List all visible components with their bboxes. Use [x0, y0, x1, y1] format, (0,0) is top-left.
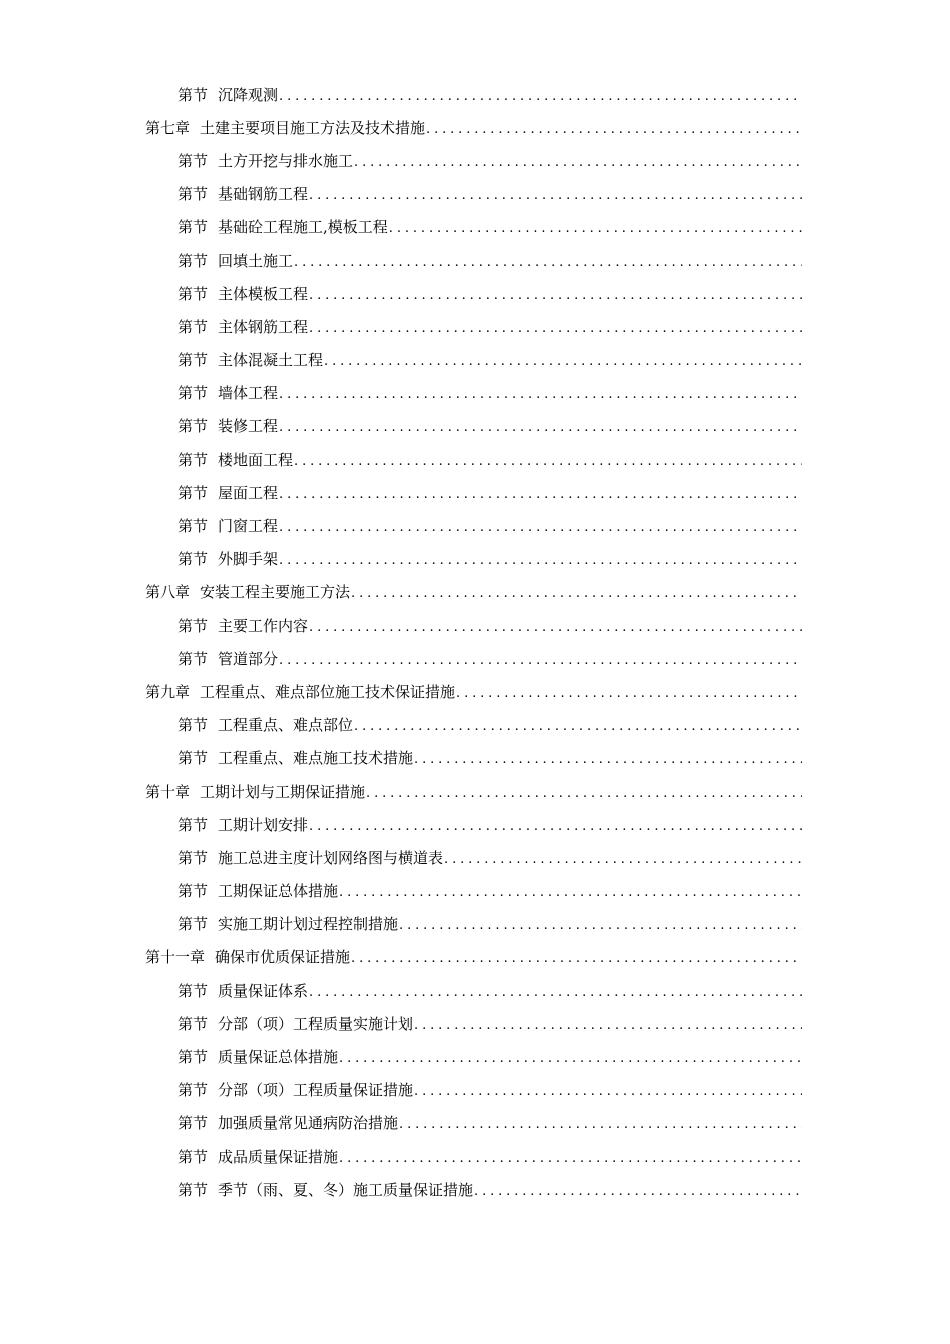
- toc-entry-number: 第节: [178, 151, 209, 170]
- toc-entry-number: 第节: [178, 915, 209, 934]
- toc-entry-title: 季节（雨、夏、冬）施工质量保证措施: [218, 1180, 474, 1199]
- toc-section-entry[interactable]: [0, 875, 950, 908]
- toc-dot-leader: [279, 652, 802, 670]
- table-of-contents: [0, 78, 950, 1206]
- toc-section-entry[interactable]: [0, 841, 950, 874]
- toc-section-entry[interactable]: [0, 410, 950, 443]
- toc-entry-number: 第节: [178, 981, 209, 1000]
- toc-entry-title: 安装工程主要施工方法: [200, 583, 351, 602]
- toc-section-entry[interactable]: [0, 1007, 950, 1040]
- toc-entry-number: 第节: [178, 351, 209, 370]
- toc-entry-title: 实施工期计划过程控制措施: [218, 915, 399, 934]
- toc-section-entry[interactable]: [0, 211, 950, 244]
- toc-entry-number: 第节: [178, 848, 209, 867]
- toc-dot-leader: [309, 287, 802, 305]
- toc-section-entry[interactable]: [0, 509, 950, 542]
- toc-entry-title: 基础砼工程施工,模板工程: [218, 218, 388, 237]
- toc-entry-title: 管道部分: [218, 649, 279, 668]
- toc-dot-leader: [279, 386, 802, 404]
- toc-dot-leader: [426, 121, 802, 139]
- toc-dot-leader: [309, 320, 802, 338]
- toc-entry-number: 第节: [178, 550, 209, 569]
- toc-dot-leader: [279, 88, 802, 106]
- toc-entry-title: 工程重点、难点部位施工技术保证措施: [200, 682, 456, 701]
- toc-section-entry[interactable]: [0, 1107, 950, 1140]
- toc-section-entry[interactable]: [0, 543, 950, 576]
- toc-section-entry[interactable]: [0, 344, 950, 377]
- toc-section-entry[interactable]: [0, 310, 950, 343]
- toc-entry-title: 回填土施工: [218, 251, 294, 270]
- toc-dot-leader: [354, 718, 802, 736]
- toc-entry-title: 主体模板工程: [218, 284, 309, 303]
- toc-entry-title: 工程重点、难点施工技术措施: [218, 749, 414, 768]
- toc-section-entry[interactable]: [0, 78, 950, 111]
- toc-entry-number: 第节: [178, 517, 209, 536]
- toc-section-entry[interactable]: [0, 144, 950, 177]
- toc-entry-number: 第节: [178, 1114, 209, 1133]
- toc-entry-title: 土方开挖与排水施工: [218, 151, 354, 170]
- toc-entry-title: 楼地面工程: [218, 450, 294, 469]
- toc-section-entry[interactable]: [0, 908, 950, 941]
- toc-entry-number: 第节: [178, 483, 209, 502]
- toc-dot-leader: [279, 419, 802, 437]
- toc-chapter-entry[interactable]: [0, 576, 950, 609]
- toc-section-entry[interactable]: [0, 178, 950, 211]
- toc-entry-title: 施工总进主度计划网络图与横道表: [218, 848, 444, 867]
- toc-entry-number: 第节: [178, 417, 209, 436]
- toc-dot-leader: [366, 785, 802, 803]
- toc-dot-leader: [294, 453, 802, 471]
- toc-entry-title: 质量保证总体措施: [218, 1048, 339, 1067]
- toc-dot-leader: [474, 1183, 802, 1201]
- toc-entry-number: 第十章: [145, 782, 191, 801]
- toc-entry-number: 第节: [178, 815, 209, 834]
- toc-entry-number: 第节: [178, 317, 209, 336]
- toc-entry-number: 第节: [178, 384, 209, 403]
- toc-entry-title: 质量保证体系: [218, 981, 309, 1000]
- toc-dot-leader: [414, 1083, 802, 1101]
- toc-dot-leader: [354, 154, 802, 172]
- toc-dot-leader: [279, 552, 802, 570]
- toc-entry-number: 第节: [178, 450, 209, 469]
- toc-dot-leader: [279, 486, 802, 504]
- toc-entry-number: 第节: [178, 1147, 209, 1166]
- toc-dot-leader: [399, 917, 802, 935]
- toc-entry-title: 门窗工程: [218, 517, 279, 536]
- toc-dot-leader: [309, 187, 802, 205]
- toc-dot-leader: [351, 585, 802, 603]
- toc-entry-title: 主体混凝土工程: [218, 351, 324, 370]
- toc-dot-leader: [389, 220, 802, 238]
- toc-entry-title: 工期保证总体措施: [218, 882, 339, 901]
- toc-section-entry[interactable]: [0, 443, 950, 476]
- toc-section-entry[interactable]: [0, 244, 950, 277]
- toc-entry-number: 第七章: [145, 118, 191, 137]
- toc-dot-leader: [456, 685, 802, 703]
- toc-entry-title: 成品质量保证措施: [218, 1147, 339, 1166]
- toc-entry-title: 屋面工程: [218, 483, 279, 502]
- toc-dot-leader: [414, 1017, 802, 1035]
- toc-entry-number: 第节: [178, 185, 209, 204]
- toc-dot-leader: [351, 950, 802, 968]
- toc-entry-title: 基础钢筋工程: [218, 185, 309, 204]
- toc-entry-title: 土建主要项目施工方法及技术措施: [200, 118, 426, 137]
- toc-entry-title: 沉降观测: [218, 85, 279, 104]
- toc-dot-leader: [339, 1150, 802, 1168]
- toc-entry-title: 工期计划与工期保证措施: [200, 782, 366, 801]
- toc-entry-number: 第九章: [145, 682, 191, 701]
- toc-section-entry[interactable]: [0, 974, 950, 1007]
- toc-entry-title: 墙体工程: [218, 384, 279, 403]
- toc-dot-leader: [414, 751, 802, 769]
- toc-entry-number: 第节: [178, 749, 209, 768]
- toc-entry-number: 第节: [178, 882, 209, 901]
- toc-chapter-entry[interactable]: [0, 941, 950, 974]
- toc-entry-title: 外脚手架: [218, 550, 279, 569]
- toc-section-entry[interactable]: [0, 1173, 950, 1206]
- toc-dot-leader: [324, 353, 802, 371]
- toc-dot-leader: [339, 1050, 802, 1068]
- toc-entry-title: 工期计划安排: [218, 815, 309, 834]
- toc-entry-number: 第节: [178, 251, 209, 270]
- toc-entry-number: 第八章: [145, 583, 191, 602]
- toc-entry-title: 主要工作内容: [218, 616, 309, 635]
- toc-entry-title: 装修工程: [218, 417, 279, 436]
- toc-section-entry[interactable]: [0, 277, 950, 310]
- toc-entry-number: 第十一章: [145, 948, 206, 967]
- toc-section-entry[interactable]: [0, 709, 950, 742]
- toc-entry-title: 分部（项）工程质量实施计划: [218, 1014, 414, 1033]
- toc-dot-leader: [279, 519, 802, 537]
- toc-section-entry[interactable]: [0, 808, 950, 841]
- toc-dot-leader: [399, 1116, 802, 1134]
- toc-entry-title: 工程重点、难点部位: [218, 716, 354, 735]
- toc-section-entry[interactable]: [0, 377, 950, 410]
- toc-section-entry[interactable]: [0, 609, 950, 642]
- toc-entry-number: 第节: [178, 1014, 209, 1033]
- toc-dot-leader: [444, 851, 802, 869]
- toc-dot-leader: [294, 254, 802, 272]
- toc-entry-number: 第节: [178, 218, 209, 237]
- toc-entry-title: 确保市优质保证措施: [215, 948, 351, 967]
- toc-section-entry[interactable]: [0, 642, 950, 675]
- toc-chapter-entry[interactable]: [0, 775, 950, 808]
- toc-entry-title: 主体钢筋工程: [218, 317, 309, 336]
- toc-entry-number: 第节: [178, 85, 209, 104]
- toc-section-entry[interactable]: [0, 1040, 950, 1073]
- toc-entry-title: 分部（项）工程质量保证措施: [218, 1081, 414, 1100]
- toc-entry-title: 加强质量常见通病防治措施: [218, 1114, 399, 1133]
- toc-dot-leader: [339, 884, 802, 902]
- toc-dot-leader: [309, 619, 802, 637]
- toc-section-entry[interactable]: [0, 476, 950, 509]
- toc-entry-number: 第节: [178, 1081, 209, 1100]
- toc-dot-leader: [309, 984, 802, 1002]
- toc-entry-number: 第节: [178, 1048, 209, 1067]
- toc-entry-number: 第节: [178, 1180, 209, 1199]
- toc-section-entry[interactable]: [0, 742, 950, 775]
- toc-entry-number: 第节: [178, 716, 209, 735]
- toc-entry-number: 第节: [178, 284, 209, 303]
- toc-section-entry[interactable]: [0, 1140, 950, 1173]
- toc-section-entry[interactable]: [0, 1074, 950, 1107]
- toc-chapter-entry[interactable]: [0, 675, 950, 708]
- toc-dot-leader: [309, 818, 802, 836]
- toc-entry-number: 第节: [178, 649, 209, 668]
- toc-chapter-entry[interactable]: [0, 111, 950, 144]
- toc-entry-number: 第节: [178, 616, 209, 635]
